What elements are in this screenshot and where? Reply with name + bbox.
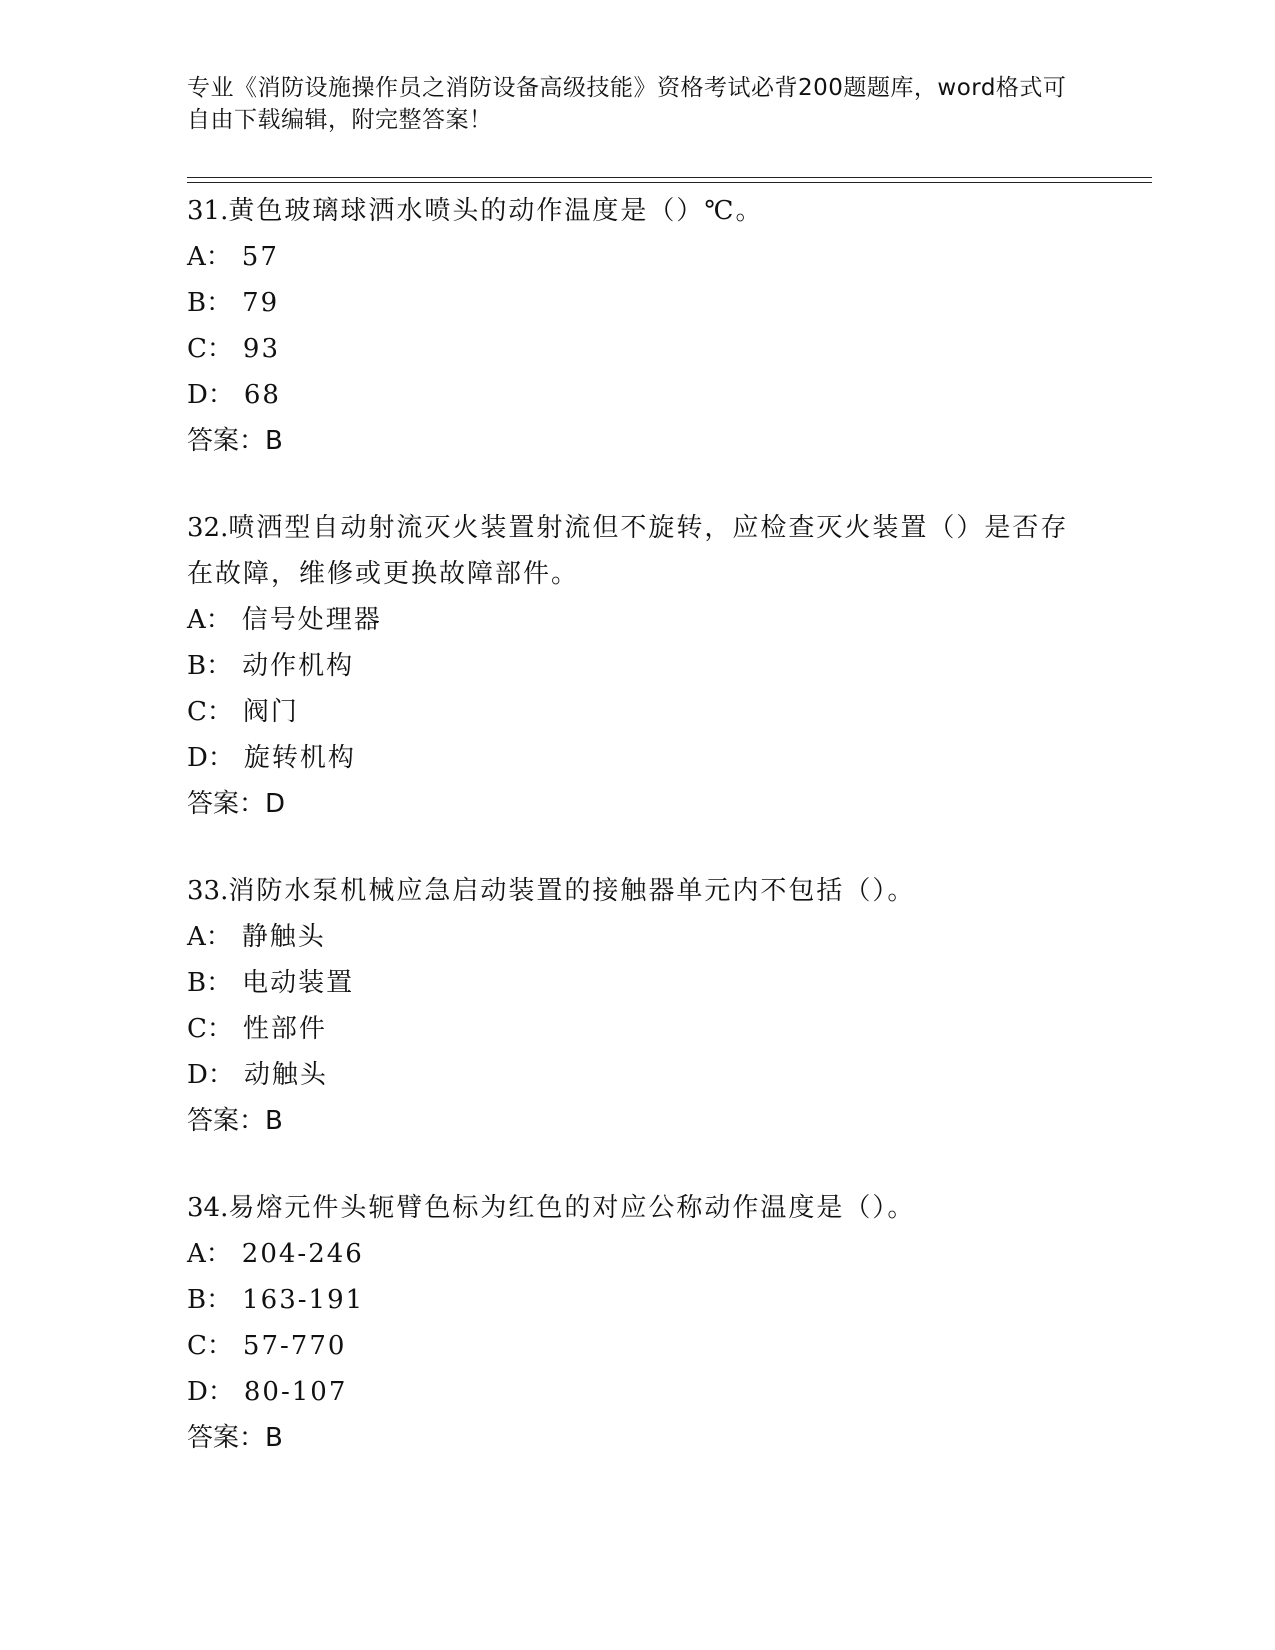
option-b: [187, 280, 1087, 326]
option-value: 电动装置: [242, 968, 355, 998]
option-c: [187, 1006, 1087, 1052]
option-c: [187, 1323, 1087, 1369]
option-b: [187, 643, 1087, 689]
question-stem: 喷洒型自动射流灭火装置射流但不旋转，应检查灭火装置（）是否存在故障，维修或更换故障部件。: [187, 513, 1069, 589]
option-value: 性部件: [242, 1014, 327, 1044]
question-33: [187, 868, 1087, 1144]
answer-line: 答案：B: [187, 1106, 283, 1136]
option-value: 57-770: [242, 1331, 347, 1361]
answer-line: 答案：B: [187, 426, 283, 456]
option-key: C：: [187, 697, 233, 727]
option-value: 旋转机构: [243, 743, 356, 773]
option-a: [187, 914, 1087, 960]
option-key: D：: [187, 743, 234, 773]
option-b: [187, 960, 1087, 1006]
option-key: C：: [187, 1014, 233, 1044]
option-a: [187, 597, 1087, 643]
option-key: C：: [187, 1331, 233, 1361]
option-value: 79: [242, 288, 280, 318]
option-value: 204-246: [241, 1239, 364, 1269]
option-value: 信号处理器: [241, 605, 382, 635]
option-key: D：: [187, 380, 234, 410]
question-text: [187, 505, 1087, 597]
option-key: B：: [187, 1285, 233, 1315]
question-34: [187, 1185, 1087, 1461]
question-number: 34.: [187, 1193, 229, 1223]
option-value: 57: [241, 242, 279, 272]
option-d: [187, 735, 1087, 781]
document-header: 专业《消防设施操作员之消防设备高级技能》资格考试必背200题题库，word格式可自由下载编辑，附完整答案！: [187, 75, 1067, 133]
question-text: [187, 868, 1087, 914]
option-b: [187, 1277, 1087, 1323]
option-d: [187, 1052, 1087, 1098]
option-key: C：: [187, 334, 233, 364]
option-key: D：: [187, 1060, 234, 1090]
option-a: [187, 1231, 1087, 1277]
option-value: 80-107: [243, 1377, 348, 1407]
question-31: [187, 188, 1087, 464]
question-number: 32.: [187, 513, 229, 543]
option-key: B：: [187, 651, 233, 681]
question-stem: 黄色玻璃球洒水喷头的动作温度是（）℃。: [228, 196, 764, 226]
option-d: [187, 372, 1087, 418]
option-key: D：: [187, 1377, 234, 1407]
option-key: A：: [187, 922, 232, 952]
header-divider-bottom: [187, 182, 1152, 183]
option-value: 动作机构: [242, 651, 355, 681]
option-key: B：: [187, 288, 233, 318]
option-value: 93: [242, 334, 280, 364]
option-value: 68: [243, 380, 281, 410]
option-value: 动触头: [243, 1060, 328, 1090]
question-stem: 消防水泵机械应急启动装置的接触器单元内不包括（）。: [228, 876, 916, 906]
question-stem: 易熔元件头轭臂色标为红色的对应公称动作温度是（）。: [228, 1193, 916, 1223]
question-number: 31.: [187, 196, 229, 226]
question-list: [187, 188, 1087, 1502]
option-value: 静触头: [241, 922, 326, 952]
option-key: A：: [187, 605, 232, 635]
answer-line: 答案：D: [187, 789, 286, 819]
option-value: 163-191: [242, 1285, 365, 1315]
question-text: [187, 1185, 1087, 1231]
question-text: [187, 188, 1087, 234]
option-key: B：: [187, 968, 233, 998]
option-key: A：: [187, 242, 232, 272]
option-c: [187, 689, 1087, 735]
option-c: [187, 326, 1087, 372]
header-divider-top: [187, 177, 1152, 178]
option-value: 阀门: [242, 697, 299, 727]
option-key: A：: [187, 1239, 232, 1269]
option-a: [187, 234, 1087, 280]
answer-line: 答案：B: [187, 1423, 283, 1453]
question-number: 33.: [187, 876, 229, 906]
question-32: [187, 505, 1087, 827]
option-d: [187, 1369, 1087, 1415]
